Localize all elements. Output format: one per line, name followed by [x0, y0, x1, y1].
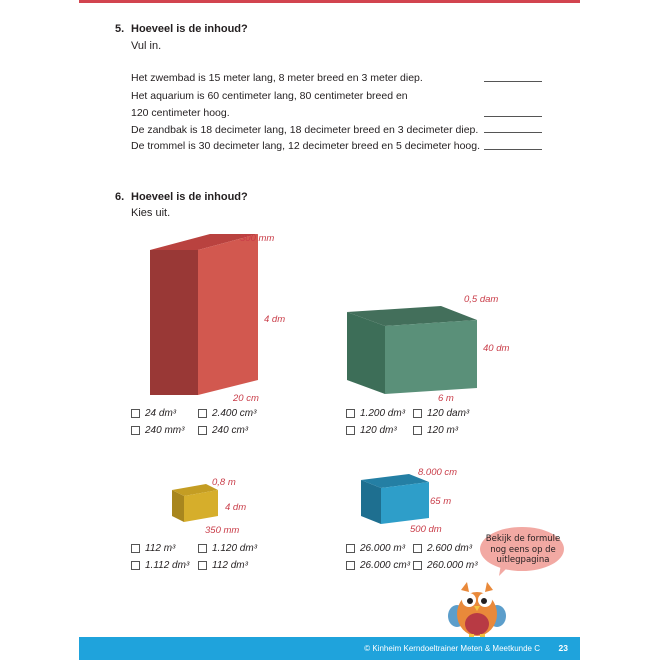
answer-option[interactable]: 120 dam³ — [413, 408, 469, 419]
dimension-label: 350 mm — [205, 525, 240, 536]
top-rule — [79, 0, 580, 3]
question-5-instruction: Vul in. — [131, 40, 162, 52]
dimension-label: 4 dm — [264, 314, 286, 325]
dimension-label: 65 m — [430, 496, 452, 507]
answer-option[interactable]: 2.400 cm³ — [198, 408, 256, 419]
answer-option[interactable]: 24 dm³ — [131, 408, 176, 419]
footer-copyright: © Kinheim Kerndoeltrainer Meten & Meetkunde C — [364, 644, 540, 653]
checkbox[interactable] — [413, 426, 422, 435]
answer-option[interactable]: 1.200 dm³ — [346, 408, 405, 419]
green-box-shape — [347, 304, 479, 396]
answer-field[interactable] — [484, 116, 542, 117]
blue-box-shape — [361, 472, 431, 526]
dimension-label: 0,5 dam — [464, 294, 499, 305]
question-5-line: 120 centimeter hoog. — [131, 107, 230, 119]
answer-option[interactable]: 1.112 dm³ — [131, 560, 189, 571]
checkbox[interactable] — [346, 561, 355, 570]
checkbox[interactable] — [346, 544, 355, 553]
dimension-label: 40 dm — [483, 343, 510, 354]
answer-option[interactable]: 26.000 m³ — [346, 543, 405, 554]
question-6-number: 6. — [115, 191, 125, 203]
answer-option[interactable]: 240 mm³ — [131, 425, 184, 436]
checkbox[interactable] — [198, 561, 207, 570]
question-5-line: De zandbak is 18 decimeter lang, 18 decimeter breed en 3 decimeter diep. — [131, 124, 479, 136]
answer-option[interactable]: 120 m³ — [413, 425, 458, 436]
checkbox[interactable] — [131, 561, 140, 570]
question-5-line: De trommel is 30 decimeter lang, 12 decimeter breed en 5 decimeter hoog. — [131, 140, 481, 152]
checkbox[interactable] — [413, 544, 422, 553]
owl-mascot-icon — [445, 578, 509, 640]
checkbox[interactable] — [198, 544, 207, 553]
checkbox[interactable] — [131, 409, 140, 418]
speech-bubble-text: Bekijk de formule nog eens op de uitlegpagina — [485, 534, 561, 565]
dimension-label: 20 cm — [233, 393, 259, 404]
answer-option[interactable]: 260.000 m³ — [413, 560, 478, 571]
question-5-number: 5. — [115, 23, 125, 35]
red-box-shape — [150, 232, 262, 397]
checkbox[interactable] — [346, 426, 355, 435]
answer-field[interactable] — [484, 149, 542, 150]
dimension-label: 6 m — [438, 393, 454, 404]
answer-option[interactable]: 112 m³ — [131, 543, 175, 554]
answer-field[interactable] — [484, 81, 542, 82]
checkbox[interactable] — [131, 426, 140, 435]
question-5-title: Hoeveel is de inhoud? — [131, 23, 248, 35]
answer-option[interactable]: 120 dm³ — [346, 425, 397, 436]
checkbox[interactable] — [198, 426, 207, 435]
answer-option[interactable]: 2.600 dm³ — [413, 543, 472, 554]
page-number: 23 — [558, 643, 568, 653]
question-6-title: Hoeveel is de inhoud? — [131, 191, 248, 203]
yellow-box-shape — [172, 482, 222, 524]
question-5-line: Het zwembad is 15 meter lang, 8 meter breed en 3 meter diep. — [131, 72, 423, 84]
checkbox[interactable] — [413, 561, 422, 570]
checkbox[interactable] — [346, 409, 355, 418]
question-5-line: Het aquarium is 60 centimeter lang, 80 centimeter breed en — [131, 90, 408, 102]
question-6-instruction: Kies uit. — [131, 207, 171, 219]
checkbox[interactable] — [131, 544, 140, 553]
dimension-label: 8.000 cm — [418, 467, 458, 478]
dimension-label: 0,8 m — [212, 477, 236, 488]
checkbox[interactable] — [198, 409, 207, 418]
page-footer — [79, 637, 580, 660]
dimension-label: 500 dm — [410, 524, 442, 535]
answer-option[interactable]: 1.120 dm³ — [198, 543, 257, 554]
answer-option[interactable]: 112 dm³ — [198, 560, 248, 571]
answer-option[interactable]: 240 cm³ — [198, 425, 248, 436]
dimension-label: 300 mm — [240, 233, 275, 244]
dimension-label: 4 dm — [225, 502, 247, 513]
answer-option[interactable]: 26.000 cm³ — [346, 560, 410, 571]
answer-field[interactable] — [484, 132, 542, 133]
checkbox[interactable] — [413, 409, 422, 418]
